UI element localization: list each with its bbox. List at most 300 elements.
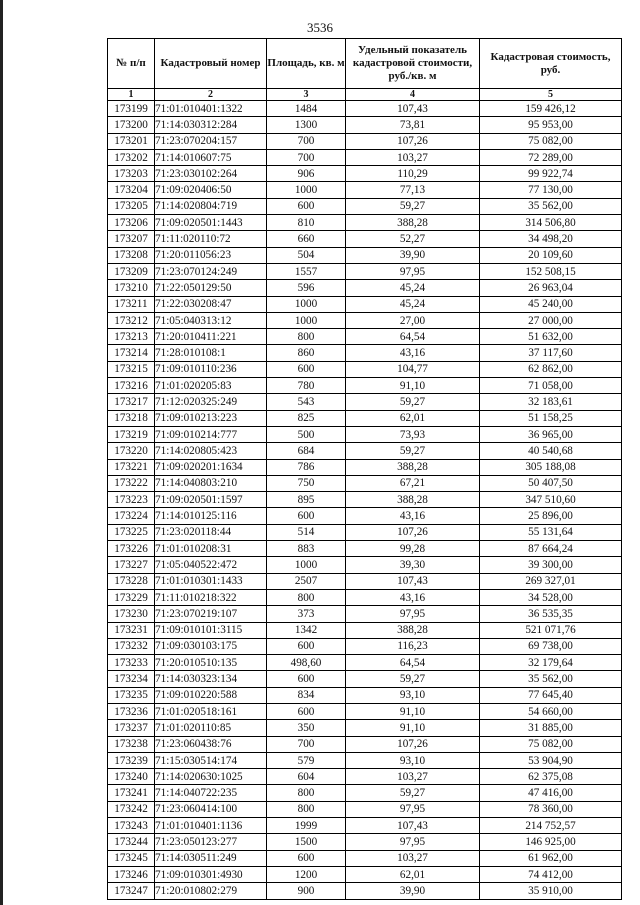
scan-edge xyxy=(0,0,3,905)
table-row xyxy=(108,345,622,361)
page-number: 3536 xyxy=(307,20,333,35)
cadastral-cost-cell: 75 082,00 xyxy=(480,736,622,752)
row-number-cell: 173228 xyxy=(108,573,155,589)
area-cell: 700 xyxy=(267,133,346,149)
cadastral-cost-cell: 74 412,00 xyxy=(480,866,622,882)
unit-rate-cell: 97,95 xyxy=(346,606,480,622)
table-row xyxy=(108,622,622,638)
cadastral-cost-cell: 62 862,00 xyxy=(480,361,622,377)
header-area: Площадь, кв. м xyxy=(267,39,346,89)
table-row xyxy=(108,866,622,882)
table-row xyxy=(108,459,622,475)
area-cell: 498,60 xyxy=(267,655,346,671)
unit-rate-cell: 103,27 xyxy=(346,769,480,785)
cadastral-number-cell: 71:14:020804:719 xyxy=(155,198,267,214)
unit-rate-cell: 45,24 xyxy=(346,296,480,312)
table-row xyxy=(108,492,622,508)
row-number-cell: 173245 xyxy=(108,850,155,866)
table-row xyxy=(108,606,622,622)
row-number-cell: 173234 xyxy=(108,671,155,687)
area-cell: 1484 xyxy=(267,101,346,117)
area-cell: 500 xyxy=(267,426,346,442)
row-number-cell: 173232 xyxy=(108,638,155,654)
row-number-cell: 173233 xyxy=(108,655,155,671)
table-row xyxy=(108,752,622,768)
unit-rate-cell: 388,28 xyxy=(346,492,480,508)
unit-rate-cell: 59,27 xyxy=(346,198,480,214)
column-index: 3 xyxy=(267,89,346,101)
cadastral-cost-cell: 39 300,00 xyxy=(480,557,622,573)
row-number-cell: 173236 xyxy=(108,703,155,719)
cadastral-cost-cell: 77 645,40 xyxy=(480,687,622,703)
area-cell: 579 xyxy=(267,752,346,768)
area-cell: 660 xyxy=(267,231,346,247)
unit-rate-cell: 107,43 xyxy=(346,101,480,117)
cadastral-number-cell: 71:09:020501:1597 xyxy=(155,492,267,508)
cadastral-number-cell: 71:14:010125:116 xyxy=(155,508,267,524)
area-cell: 600 xyxy=(267,671,346,687)
cadastral-cost-cell: 36 965,00 xyxy=(480,426,622,442)
area-cell: 600 xyxy=(267,361,346,377)
cadastral-number-cell: 71:23:070204:157 xyxy=(155,133,267,149)
row-number-cell: 173201 xyxy=(108,133,155,149)
area-cell: 800 xyxy=(267,329,346,345)
area-cell: 514 xyxy=(267,524,346,540)
row-number-cell: 173224 xyxy=(108,508,155,524)
table-row xyxy=(108,818,622,834)
unit-rate-cell: 116,23 xyxy=(346,638,480,654)
column-index: 2 xyxy=(155,89,267,101)
table-row xyxy=(108,769,622,785)
unit-rate-cell: 107,43 xyxy=(346,818,480,834)
area-cell: 1300 xyxy=(267,117,346,133)
unit-rate-cell: 39,30 xyxy=(346,557,480,573)
area-cell: 600 xyxy=(267,850,346,866)
cadastral-number-cell: 71:09:010214:777 xyxy=(155,426,267,442)
cadastral-number-cell: 71:01:020110:85 xyxy=(155,720,267,736)
area-cell: 825 xyxy=(267,410,346,426)
table-row xyxy=(108,296,622,312)
cadastral-cost-cell: 40 540,68 xyxy=(480,443,622,459)
table-row xyxy=(108,589,622,605)
area-cell: 600 xyxy=(267,638,346,654)
cadastral-number-cell: 71:14:030323:134 xyxy=(155,671,267,687)
area-cell: 1557 xyxy=(267,263,346,279)
unit-rate-cell: 107,26 xyxy=(346,736,480,752)
area-cell: 700 xyxy=(267,736,346,752)
cadastral-number-cell: 71:22:050129:50 xyxy=(155,280,267,296)
table-row xyxy=(108,361,622,377)
row-number-cell: 173221 xyxy=(108,459,155,475)
table-row xyxy=(108,426,622,442)
cadastral-cost-cell: 50 407,50 xyxy=(480,475,622,491)
cadastral-cost-cell: 87 664,24 xyxy=(480,541,622,557)
area-cell: 596 xyxy=(267,280,346,296)
cadastral-number-cell: 71:23:070219:107 xyxy=(155,606,267,622)
table-row xyxy=(108,263,622,279)
row-number-cell: 173241 xyxy=(108,785,155,801)
unit-rate-cell: 39,90 xyxy=(346,247,480,263)
cadastral-cost-cell: 71 058,00 xyxy=(480,378,622,394)
cadastral-number-cell: 71:28:010108:1 xyxy=(155,345,267,361)
column-index: 1 xyxy=(108,89,155,101)
unit-rate-cell: 59,27 xyxy=(346,443,480,459)
unit-rate-cell: 52,27 xyxy=(346,231,480,247)
cadastral-cost-cell: 34 498,20 xyxy=(480,231,622,247)
area-cell: 800 xyxy=(267,801,346,817)
column-index: 5 xyxy=(480,89,622,101)
row-number-cell: 173243 xyxy=(108,818,155,834)
row-number-cell: 173222 xyxy=(108,475,155,491)
area-cell: 1342 xyxy=(267,622,346,638)
area-cell: 810 xyxy=(267,215,346,231)
table-row xyxy=(108,883,622,899)
cadastral-cost-cell: 61 962,00 xyxy=(480,850,622,866)
row-number-cell: 173212 xyxy=(108,312,155,328)
cadastral-cost-cell: 36 535,35 xyxy=(480,606,622,622)
area-cell: 1500 xyxy=(267,834,346,850)
area-cell: 1000 xyxy=(267,182,346,198)
table-row xyxy=(108,801,622,817)
row-number-cell: 173240 xyxy=(108,769,155,785)
cadastral-number-cell: 71:09:010213:223 xyxy=(155,410,267,426)
row-number-cell: 173206 xyxy=(108,215,155,231)
row-number-cell: 173209 xyxy=(108,263,155,279)
cadastral-number-cell: 71:11:020110:72 xyxy=(155,231,267,247)
table-row xyxy=(108,573,622,589)
cadastral-cost-cell: 53 904,90 xyxy=(480,752,622,768)
cadastral-number-cell: 71:23:070124:249 xyxy=(155,263,267,279)
column-index: 4 xyxy=(346,89,480,101)
unit-rate-cell: 67,21 xyxy=(346,475,480,491)
cadastral-cost-cell: 25 896,00 xyxy=(480,508,622,524)
area-cell: 1999 xyxy=(267,818,346,834)
area-cell: 700 xyxy=(267,149,346,165)
table-row xyxy=(108,182,622,198)
area-cell: 1000 xyxy=(267,557,346,573)
cadastral-cost-cell: 51 632,00 xyxy=(480,329,622,345)
cadastral-number-cell: 71:20:010411:221 xyxy=(155,329,267,345)
cadastral-number-cell: 71:14:030511:249 xyxy=(155,850,267,866)
area-cell: 780 xyxy=(267,378,346,394)
row-number-cell: 173217 xyxy=(108,394,155,410)
area-cell: 895 xyxy=(267,492,346,508)
table-row xyxy=(108,703,622,719)
unit-rate-cell: 103,27 xyxy=(346,149,480,165)
unit-rate-cell: 91,10 xyxy=(346,703,480,719)
area-cell: 900 xyxy=(267,883,346,899)
table-row xyxy=(108,117,622,133)
cadastral-cost-cell: 314 506,80 xyxy=(480,215,622,231)
unit-rate-cell: 103,27 xyxy=(346,850,480,866)
table-row xyxy=(108,247,622,263)
table-row xyxy=(108,687,622,703)
unit-rate-cell: 62,01 xyxy=(346,410,480,426)
cadastral-cost-cell: 31 885,00 xyxy=(480,720,622,736)
unit-rate-cell: 64,54 xyxy=(346,329,480,345)
row-number-cell: 173223 xyxy=(108,492,155,508)
row-number-cell: 173220 xyxy=(108,443,155,459)
cadastral-number-cell: 71:15:030514:174 xyxy=(155,752,267,768)
row-number-cell: 173202 xyxy=(108,149,155,165)
unit-rate-cell: 107,43 xyxy=(346,573,480,589)
unit-rate-cell: 43,16 xyxy=(346,508,480,524)
cadastral-cost-cell: 27 000,00 xyxy=(480,312,622,328)
cadastral-number-cell: 71:01:020205:83 xyxy=(155,378,267,394)
table-row xyxy=(108,850,622,866)
row-number-cell: 173216 xyxy=(108,378,155,394)
unit-rate-cell: 77,13 xyxy=(346,182,480,198)
cadastral-number-cell: 71:05:040313:12 xyxy=(155,312,267,328)
area-cell: 750 xyxy=(267,475,346,491)
row-number-cell: 173246 xyxy=(108,866,155,882)
cadastral-cost-cell: 72 289,00 xyxy=(480,149,622,165)
cadastral-cost-cell: 62 375,08 xyxy=(480,769,622,785)
cadastral-number-cell: 71:05:040522:472 xyxy=(155,557,267,573)
table-row xyxy=(108,655,622,671)
cadastral-number-cell: 71:09:010110:236 xyxy=(155,361,267,377)
cadastral-cost-cell: 75 082,00 xyxy=(480,133,622,149)
unit-rate-cell: 99,28 xyxy=(346,541,480,557)
table-row xyxy=(108,638,622,654)
cadastral-number-cell: 71:20:010510:135 xyxy=(155,655,267,671)
table-row xyxy=(108,410,622,426)
header-cadastral-cost: Кадастровая стоимость, руб. xyxy=(480,39,622,89)
cadastral-table xyxy=(107,38,622,900)
unit-rate-cell: 64,54 xyxy=(346,655,480,671)
table-row xyxy=(108,834,622,850)
area-cell: 684 xyxy=(267,443,346,459)
cadastral-cost-cell: 35 910,00 xyxy=(480,883,622,899)
cadastral-cost-cell: 305 188,08 xyxy=(480,459,622,475)
table-row xyxy=(108,378,622,394)
unit-rate-cell: 388,28 xyxy=(346,622,480,638)
row-number-cell: 173239 xyxy=(108,752,155,768)
unit-rate-cell: 59,27 xyxy=(346,671,480,687)
cadastral-number-cell: 71:09:020501:1443 xyxy=(155,215,267,231)
cadastral-number-cell: 71:01:010208:31 xyxy=(155,541,267,557)
cadastral-number-cell: 71:20:010802:279 xyxy=(155,883,267,899)
cadastral-cost-cell: 214 752,57 xyxy=(480,818,622,834)
row-number-cell: 173229 xyxy=(108,589,155,605)
area-cell: 2507 xyxy=(267,573,346,589)
row-number-cell: 173204 xyxy=(108,182,155,198)
table-row xyxy=(108,736,622,752)
cadastral-number-cell: 71:23:060438:76 xyxy=(155,736,267,752)
row-number-cell: 173225 xyxy=(108,524,155,540)
area-cell: 800 xyxy=(267,785,346,801)
row-number-cell: 173230 xyxy=(108,606,155,622)
unit-rate-cell: 73,81 xyxy=(346,117,480,133)
row-number-cell: 173238 xyxy=(108,736,155,752)
row-number-cell: 173203 xyxy=(108,166,155,182)
unit-rate-cell: 388,28 xyxy=(346,459,480,475)
table-row xyxy=(108,394,622,410)
unit-rate-cell: 104,77 xyxy=(346,361,480,377)
unit-rate-cell: 45,24 xyxy=(346,280,480,296)
unit-rate-cell: 62,01 xyxy=(346,866,480,882)
table-row xyxy=(108,198,622,214)
unit-rate-cell: 97,95 xyxy=(346,834,480,850)
table-body xyxy=(108,101,622,900)
cadastral-cost-cell: 521 071,76 xyxy=(480,622,622,638)
cadastral-number-cell: 71:09:010301:4930 xyxy=(155,866,267,882)
unit-rate-cell: 110,29 xyxy=(346,166,480,182)
cadastral-cost-cell: 146 925,00 xyxy=(480,834,622,850)
cadastral-number-cell: 71:01:010401:1136 xyxy=(155,818,267,834)
cadastral-number-cell: 71:14:030312:284 xyxy=(155,117,267,133)
cadastral-number-cell: 71:11:010218:322 xyxy=(155,589,267,605)
cadastral-cost-cell: 34 528,00 xyxy=(480,589,622,605)
unit-rate-cell: 107,26 xyxy=(346,133,480,149)
row-number-cell: 173235 xyxy=(108,687,155,703)
table-row xyxy=(108,166,622,182)
cadastral-cost-cell: 32 179,64 xyxy=(480,655,622,671)
table-row xyxy=(108,329,622,345)
row-number-cell: 173247 xyxy=(108,883,155,899)
area-cell: 600 xyxy=(267,703,346,719)
cadastral-cost-cell: 347 510,60 xyxy=(480,492,622,508)
table-row xyxy=(108,541,622,557)
area-cell: 883 xyxy=(267,541,346,557)
row-number-cell: 173244 xyxy=(108,834,155,850)
cadastral-number-cell: 71:20:011056:23 xyxy=(155,247,267,263)
cadastral-number-cell: 71:14:020805:423 xyxy=(155,443,267,459)
cadastral-number-cell: 71:09:020406:50 xyxy=(155,182,267,198)
cadastral-cost-cell: 45 240,00 xyxy=(480,296,622,312)
table-row xyxy=(108,508,622,524)
unit-rate-cell: 27,00 xyxy=(346,312,480,328)
cadastral-cost-cell: 35 562,00 xyxy=(480,671,622,687)
unit-rate-cell: 107,26 xyxy=(346,524,480,540)
area-cell: 600 xyxy=(267,508,346,524)
row-number-cell: 173219 xyxy=(108,426,155,442)
row-number-cell: 173205 xyxy=(108,198,155,214)
area-cell: 906 xyxy=(267,166,346,182)
row-number-cell: 173210 xyxy=(108,280,155,296)
area-cell: 373 xyxy=(267,606,346,622)
cadastral-cost-cell: 47 416,00 xyxy=(480,785,622,801)
row-number-cell: 173199 xyxy=(108,101,155,117)
area-cell: 350 xyxy=(267,720,346,736)
unit-rate-cell: 91,10 xyxy=(346,720,480,736)
area-cell: 786 xyxy=(267,459,346,475)
row-number-cell: 173231 xyxy=(108,622,155,638)
table-row xyxy=(108,280,622,296)
area-cell: 1200 xyxy=(267,866,346,882)
header-row-number: № п/п xyxy=(108,39,155,89)
row-number-cell: 173227 xyxy=(108,557,155,573)
row-number-cell: 173200 xyxy=(108,117,155,133)
row-number-cell: 173215 xyxy=(108,361,155,377)
header-cadastral-number: Кадастровый номер xyxy=(155,39,267,89)
cadastral-cost-cell: 78 360,00 xyxy=(480,801,622,817)
area-cell: 860 xyxy=(267,345,346,361)
cadastral-cost-cell: 54 660,00 xyxy=(480,703,622,719)
row-number-cell: 173213 xyxy=(108,329,155,345)
cadastral-number-cell: 71:01:010301:1433 xyxy=(155,573,267,589)
cadastral-number-cell: 71:01:020518:161 xyxy=(155,703,267,719)
cadastral-cost-cell: 35 562,00 xyxy=(480,198,622,214)
table-row xyxy=(108,215,622,231)
cadastral-number-cell: 71:22:030208:47 xyxy=(155,296,267,312)
row-number-cell: 173214 xyxy=(108,345,155,361)
cadastral-cost-cell: 269 327,01 xyxy=(480,573,622,589)
table-row xyxy=(108,133,622,149)
cadastral-number-cell: 71:09:010220:588 xyxy=(155,687,267,703)
cadastral-cost-cell: 95 953,00 xyxy=(480,117,622,133)
cadastral-cost-cell: 51 158,25 xyxy=(480,410,622,426)
cadastral-number-cell: 71:14:040803:210 xyxy=(155,475,267,491)
table-row xyxy=(108,720,622,736)
cadastral-cost-cell: 69 738,00 xyxy=(480,638,622,654)
cadastral-cost-cell: 99 922,74 xyxy=(480,166,622,182)
area-cell: 1000 xyxy=(267,312,346,328)
row-number-cell: 173237 xyxy=(108,720,155,736)
row-number-cell: 173242 xyxy=(108,801,155,817)
row-number-cell: 173208 xyxy=(108,247,155,263)
cadastral-cost-cell: 152 508,15 xyxy=(480,263,622,279)
row-number-cell: 173207 xyxy=(108,231,155,247)
unit-rate-cell: 97,95 xyxy=(346,263,480,279)
table-row xyxy=(108,557,622,573)
unit-rate-cell: 59,27 xyxy=(346,785,480,801)
cadastral-number-cell: 71:12:020325:249 xyxy=(155,394,267,410)
area-cell: 800 xyxy=(267,589,346,605)
cadastral-number-cell: 71:23:030102:264 xyxy=(155,166,267,182)
cadastral-cost-cell: 26 963,04 xyxy=(480,280,622,296)
table-row xyxy=(108,785,622,801)
unit-rate-cell: 91,10 xyxy=(346,378,480,394)
cadastral-number-cell: 71:23:050123:277 xyxy=(155,834,267,850)
unit-rate-cell: 73,93 xyxy=(346,426,480,442)
table-row xyxy=(108,524,622,540)
table-row xyxy=(108,101,622,117)
table-row xyxy=(108,671,622,687)
cadastral-number-cell: 71:23:060414:100 xyxy=(155,801,267,817)
cadastral-number-cell: 71:14:010607:75 xyxy=(155,149,267,165)
cadastral-cost-cell: 77 130,00 xyxy=(480,182,622,198)
area-cell: 604 xyxy=(267,769,346,785)
cadastral-number-cell: 71:09:010101:3115 xyxy=(155,622,267,638)
cadastral-number-cell: 71:23:020118:44 xyxy=(155,524,267,540)
row-number-cell: 173211 xyxy=(108,296,155,312)
cadastral-cost-cell: 37 117,60 xyxy=(480,345,622,361)
cadastral-cost-cell: 159 426,12 xyxy=(480,101,622,117)
cadastral-number-cell: 71:14:040722:235 xyxy=(155,785,267,801)
area-cell: 1000 xyxy=(267,296,346,312)
cadastral-number-cell: 71:14:020630:1025 xyxy=(155,769,267,785)
table-row xyxy=(108,149,622,165)
table-row xyxy=(108,443,622,459)
unit-rate-cell: 43,16 xyxy=(346,345,480,361)
table-row xyxy=(108,312,622,328)
row-number-cell: 173226 xyxy=(108,541,155,557)
cadastral-number-cell: 71:01:010401:1322 xyxy=(155,101,267,117)
cadastral-cost-cell: 55 131,64 xyxy=(480,524,622,540)
row-number-cell: 173218 xyxy=(108,410,155,426)
header-unit-rate: Удельный показатель кадастровой стоимости, руб./кв. м xyxy=(346,39,480,89)
cadastral-number-cell: 71:09:030103:175 xyxy=(155,638,267,654)
cadastral-cost-cell: 32 183,61 xyxy=(480,394,622,410)
area-cell: 504 xyxy=(267,247,346,263)
table-row xyxy=(108,231,622,247)
header-row xyxy=(108,39,622,89)
table-row xyxy=(108,475,622,491)
unit-rate-cell: 43,16 xyxy=(346,589,480,605)
cadastral-cost-cell: 20 109,60 xyxy=(480,247,622,263)
unit-rate-cell: 59,27 xyxy=(346,394,480,410)
